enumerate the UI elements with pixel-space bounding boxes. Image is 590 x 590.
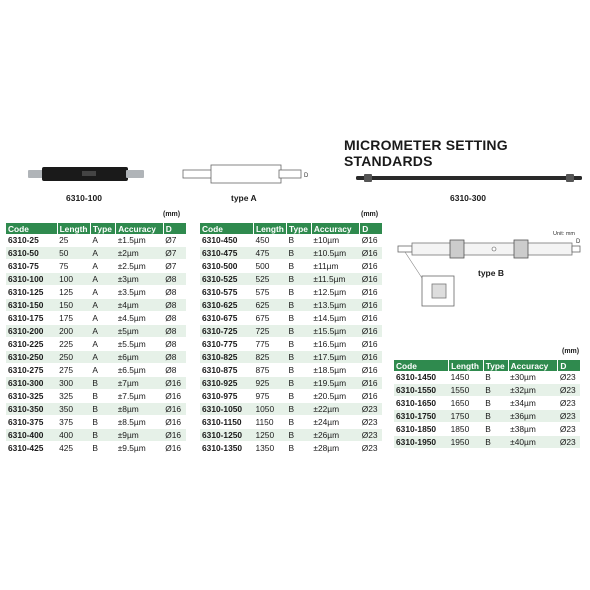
table-row	[6, 234, 186, 247]
col-length: Length	[449, 360, 484, 371]
cell-d: Ø16	[360, 351, 382, 364]
table-row	[6, 286, 186, 299]
cell-code: 6310-1550	[394, 384, 449, 397]
cell-length: 875	[253, 364, 286, 377]
page-title: MICROMETER SETTING STANDARDS	[344, 137, 508, 169]
table-row	[200, 247, 382, 260]
cell-length: 125	[57, 286, 90, 299]
cell-accuracy: ±22µm	[311, 403, 359, 416]
cell-accuracy: ±20.5µm	[311, 390, 359, 403]
table-row	[394, 371, 580, 384]
cell-d: Ø8	[163, 338, 186, 351]
cell-type: B	[483, 397, 508, 410]
table-row	[6, 338, 186, 351]
cell-length: 175	[57, 312, 90, 325]
cell-code: 6310-125	[6, 286, 57, 299]
col-d: D	[163, 223, 186, 234]
table-row	[6, 312, 186, 325]
cell-accuracy: ±7.5µm	[116, 390, 164, 403]
cell-d: Ø16	[163, 416, 186, 429]
cell-code: 6310-150	[6, 299, 57, 312]
table3-unit: (mm)	[562, 348, 580, 355]
col-type: Type	[286, 223, 311, 234]
cell-length: 975	[253, 390, 286, 403]
cell-code: 6310-250	[6, 351, 57, 364]
table-row	[200, 312, 382, 325]
table-row	[200, 390, 382, 403]
cell-code: 6310-100	[6, 273, 57, 286]
col-length: Length	[57, 223, 90, 234]
table-row	[6, 416, 186, 429]
cell-type: B	[286, 403, 311, 416]
cell-code: 6310-925	[200, 377, 253, 390]
col-accuracy: Accuracy	[116, 223, 164, 234]
cell-code: 6310-400	[6, 429, 57, 442]
caption-6310-100: 6310-100	[66, 193, 102, 203]
cell-length: 25	[57, 234, 90, 247]
cell-accuracy: ±7µm	[116, 377, 164, 390]
cell-code: 6310-725	[200, 325, 253, 338]
cell-type: B	[286, 338, 311, 351]
cell-type: B	[286, 299, 311, 312]
cell-accuracy: ±19.5µm	[311, 377, 359, 390]
cell-accuracy: ±17.5µm	[311, 351, 359, 364]
col-d: D	[558, 360, 580, 371]
cell-accuracy: ±18.5µm	[311, 364, 359, 377]
cell-type: B	[286, 286, 311, 299]
cell-length: 75	[57, 260, 90, 273]
cell-length: 500	[253, 260, 286, 273]
cell-d: Ø16	[360, 325, 382, 338]
cell-length: 775	[253, 338, 286, 351]
cell-length: 350	[57, 403, 90, 416]
diagram-unit-label: Unit: mm	[553, 231, 575, 237]
cell-accuracy: ±3.5µm	[116, 286, 164, 299]
cell-accuracy: ±16.5µm	[311, 338, 359, 351]
cell-length: 475	[253, 247, 286, 260]
table-row	[200, 273, 382, 286]
cell-d: Ø7	[163, 234, 186, 247]
cell-type: B	[286, 364, 311, 377]
cell-accuracy: ±6µm	[116, 351, 164, 364]
cell-type: B	[286, 442, 311, 455]
cell-type: B	[90, 377, 115, 390]
cell-d: Ø7	[163, 247, 186, 260]
cell-accuracy: ±26µm	[311, 429, 359, 442]
table-row	[200, 234, 382, 247]
cell-accuracy: ±5.5µm	[116, 338, 164, 351]
cell-d: Ø16	[360, 299, 382, 312]
cell-length: 425	[57, 442, 90, 455]
cell-type: B	[483, 423, 508, 436]
table-row	[200, 260, 382, 273]
col-accuracy: Accuracy	[508, 360, 558, 371]
cell-type: B	[90, 442, 115, 455]
table-row	[6, 273, 186, 286]
cell-code: 6310-1350	[200, 442, 253, 455]
cell-d: Ø8	[163, 351, 186, 364]
cell-length: 825	[253, 351, 286, 364]
cell-length: 1750	[449, 410, 484, 423]
cell-length: 325	[57, 390, 90, 403]
cell-d: Ø23	[558, 410, 580, 423]
cell-type: A	[90, 286, 115, 299]
cell-code: 6310-75	[6, 260, 57, 273]
cell-length: 1350	[253, 442, 286, 455]
cell-accuracy: ±3µm	[116, 273, 164, 286]
cell-d: Ø16	[360, 247, 382, 260]
cell-code: 6310-1950	[394, 436, 449, 449]
cell-code: 6310-1150	[200, 416, 253, 429]
cell-d: Ø16	[360, 338, 382, 351]
cell-type: B	[483, 436, 508, 449]
table-row	[6, 299, 186, 312]
cell-accuracy: ±2.5µm	[116, 260, 164, 273]
cell-type: B	[286, 377, 311, 390]
cell-d: Ø16	[163, 429, 186, 442]
cell-length: 275	[57, 364, 90, 377]
cell-accuracy: ±11µm	[311, 260, 359, 273]
cell-accuracy: ±6.5µm	[116, 364, 164, 377]
table-row	[394, 436, 580, 449]
cell-d: Ø7	[163, 260, 186, 273]
cell-type: A	[90, 312, 115, 325]
cell-code: 6310-500	[200, 260, 253, 273]
table-row	[6, 364, 186, 377]
cell-code: 6310-325	[6, 390, 57, 403]
table-row	[200, 403, 382, 416]
cell-code: 6310-825	[200, 351, 253, 364]
cell-d: Ø23	[558, 436, 580, 449]
standard-rod-photo-long	[356, 172, 586, 184]
cell-length: 525	[253, 273, 286, 286]
cell-type: B	[90, 429, 115, 442]
cell-d: Ø23	[558, 371, 580, 384]
cell-accuracy: ±4.5µm	[116, 312, 164, 325]
cell-code: 6310-1450	[394, 371, 449, 384]
svg-text:D: D	[576, 239, 581, 245]
col-d: D	[360, 223, 382, 234]
table-row	[6, 247, 186, 260]
cell-type: B	[286, 234, 311, 247]
cell-d: Ø16	[163, 377, 186, 390]
cell-type: B	[286, 273, 311, 286]
cell-accuracy: ±13.5µm	[311, 299, 359, 312]
cell-d: Ø23	[360, 442, 382, 455]
cell-length: 375	[57, 416, 90, 429]
cell-accuracy: ±38µm	[508, 423, 558, 436]
cell-code: 6310-625	[200, 299, 253, 312]
cell-d: Ø23	[558, 423, 580, 436]
cell-type: B	[286, 390, 311, 403]
cell-code: 6310-875	[200, 364, 253, 377]
table-header-row	[394, 360, 580, 371]
cell-length: 575	[253, 286, 286, 299]
cell-d: Ø8	[163, 312, 186, 325]
cell-type: B	[483, 384, 508, 397]
table-row	[6, 377, 186, 390]
cell-type: A	[90, 351, 115, 364]
cell-accuracy: ±40µm	[508, 436, 558, 449]
table-row	[200, 442, 382, 455]
cell-d: Ø16	[163, 403, 186, 416]
cell-accuracy: ±11.5µm	[311, 273, 359, 286]
cell-type: B	[286, 351, 311, 364]
cell-accuracy: ±5µm	[116, 325, 164, 338]
table-row	[6, 390, 186, 403]
cell-d: Ø16	[360, 390, 382, 403]
cell-accuracy: ±8µm	[116, 403, 164, 416]
cell-code: 6310-425	[6, 442, 57, 455]
table-row	[6, 429, 186, 442]
cell-length: 225	[57, 338, 90, 351]
cell-accuracy: ±24µm	[311, 416, 359, 429]
col-type: Type	[90, 223, 115, 234]
cell-type: B	[286, 247, 311, 260]
table2-unit: (mm)	[361, 211, 379, 218]
cell-accuracy: ±9.5µm	[116, 442, 164, 455]
table-row	[200, 429, 382, 442]
col-accuracy: Accuracy	[311, 223, 359, 234]
cell-length: 150	[57, 299, 90, 312]
spec-table-3	[394, 360, 580, 449]
cell-type: B	[286, 416, 311, 429]
cell-d: Ø8	[163, 273, 186, 286]
cell-d: Ø16	[360, 234, 382, 247]
cell-type: B	[90, 390, 115, 403]
cell-type: A	[90, 299, 115, 312]
cell-d: Ø8	[163, 286, 186, 299]
cell-type: A	[90, 364, 115, 377]
cell-d: Ø16	[360, 312, 382, 325]
cell-code: 6310-1850	[394, 423, 449, 436]
cell-length: 625	[253, 299, 286, 312]
cell-type: B	[483, 410, 508, 423]
table-row	[6, 260, 186, 273]
table1-unit: (mm)	[163, 211, 181, 218]
table-row	[200, 377, 382, 390]
cell-type: A	[90, 260, 115, 273]
cell-code: 6310-975	[200, 390, 253, 403]
table-row	[6, 351, 186, 364]
cell-length: 1150	[253, 416, 286, 429]
cell-code: 6310-1250	[200, 429, 253, 442]
cell-type: B	[286, 260, 311, 273]
cell-type: B	[286, 312, 311, 325]
cell-type: A	[90, 247, 115, 260]
cell-length: 675	[253, 312, 286, 325]
table-row	[394, 384, 580, 397]
table-row	[6, 325, 186, 338]
cell-accuracy: ±10µm	[311, 234, 359, 247]
cell-type: B	[286, 429, 311, 442]
cell-d: Ø16	[360, 286, 382, 299]
cell-code: 6310-1750	[394, 410, 449, 423]
cell-code: 6310-25	[6, 234, 57, 247]
cell-d: Ø16	[163, 442, 186, 455]
cell-accuracy: ±4µm	[116, 299, 164, 312]
cell-accuracy: ±1.5µm	[116, 234, 164, 247]
table-row	[6, 442, 186, 455]
cell-accuracy: ±12.5µm	[311, 286, 359, 299]
cell-length: 1650	[449, 397, 484, 410]
col-code: Code	[394, 360, 449, 371]
spec-table-1	[6, 223, 186, 455]
cell-length: 450	[253, 234, 286, 247]
type-a-diagram	[183, 163, 313, 185]
cell-d: Ø16	[360, 377, 382, 390]
table-row	[200, 364, 382, 377]
cell-d: Ø23	[360, 403, 382, 416]
table-row	[200, 338, 382, 351]
cell-d: Ø16	[360, 364, 382, 377]
cell-code: 6310-1650	[394, 397, 449, 410]
table-row	[6, 403, 186, 416]
table-row	[394, 423, 580, 436]
cell-length: 1950	[449, 436, 484, 449]
spec-table-2	[200, 223, 382, 455]
cell-accuracy: ±28µm	[311, 442, 359, 455]
cell-d: Ø23	[558, 384, 580, 397]
svg-text:D: D	[304, 173, 309, 179]
cell-code: 6310-375	[6, 416, 57, 429]
cell-code: 6310-175	[6, 312, 57, 325]
col-code: Code	[6, 223, 57, 234]
table-row	[200, 286, 382, 299]
cell-length: 725	[253, 325, 286, 338]
caption-6310-300: 6310-300	[450, 193, 486, 203]
cell-d: Ø16	[360, 260, 382, 273]
cell-accuracy: ±14.5µm	[311, 312, 359, 325]
col-code: Code	[200, 223, 253, 234]
cell-d: Ø16	[360, 273, 382, 286]
cell-length: 1450	[449, 371, 484, 384]
cell-type: B	[286, 325, 311, 338]
cell-code: 6310-225	[6, 338, 57, 351]
table-row	[394, 410, 580, 423]
table-header-row	[6, 223, 186, 234]
cell-type: B	[90, 403, 115, 416]
col-type: Type	[483, 360, 508, 371]
col-length: Length	[253, 223, 286, 234]
cell-accuracy: ±15.5µm	[311, 325, 359, 338]
cell-length: 300	[57, 377, 90, 390]
cell-d: Ø8	[163, 325, 186, 338]
table-row	[200, 416, 382, 429]
cell-type: A	[90, 325, 115, 338]
cell-length: 200	[57, 325, 90, 338]
cell-type: B	[90, 416, 115, 429]
cell-type: B	[483, 371, 508, 384]
cell-code: 6310-475	[200, 247, 253, 260]
cell-accuracy: ±8.5µm	[116, 416, 164, 429]
cell-code: 6310-525	[200, 273, 253, 286]
cell-code: 6310-275	[6, 364, 57, 377]
cell-d: Ø8	[163, 364, 186, 377]
cell-d: Ø23	[360, 416, 382, 429]
cell-code: 6310-1050	[200, 403, 253, 416]
cell-length: 925	[253, 377, 286, 390]
table-row	[200, 299, 382, 312]
cell-length: 50	[57, 247, 90, 260]
cell-code: 6310-575	[200, 286, 253, 299]
cell-length: 400	[57, 429, 90, 442]
table-header-row	[200, 223, 382, 234]
cell-accuracy: ±36µm	[508, 410, 558, 423]
cell-length: 250	[57, 351, 90, 364]
cell-code: 6310-300	[6, 377, 57, 390]
table-row	[394, 397, 580, 410]
cell-code: 6310-50	[6, 247, 57, 260]
cell-length: 1850	[449, 423, 484, 436]
cell-code: 6310-350	[6, 403, 57, 416]
cell-accuracy: ±30µm	[508, 371, 558, 384]
cell-code: 6310-200	[6, 325, 57, 338]
cell-length: 1250	[253, 429, 286, 442]
caption-type-b: type B	[478, 268, 504, 278]
cell-code: 6310-450	[200, 234, 253, 247]
cell-type: A	[90, 273, 115, 286]
cell-type: A	[90, 234, 115, 247]
caption-type-a: type A	[231, 193, 257, 203]
cell-length: 100	[57, 273, 90, 286]
cell-d: Ø16	[163, 390, 186, 403]
table-row	[200, 351, 382, 364]
cell-d: Ø23	[558, 397, 580, 410]
cell-code: 6310-775	[200, 338, 253, 351]
cell-d: Ø8	[163, 299, 186, 312]
cell-code: 6310-675	[200, 312, 253, 325]
cell-d: Ø23	[360, 429, 382, 442]
standard-rod-photo-short	[28, 164, 148, 184]
cell-accuracy: ±10.5µm	[311, 247, 359, 260]
cell-accuracy: ±34µm	[508, 397, 558, 410]
cell-length: 1550	[449, 384, 484, 397]
cell-accuracy: ±32µm	[508, 384, 558, 397]
cell-length: 1050	[253, 403, 286, 416]
table-row	[200, 325, 382, 338]
cell-type: A	[90, 338, 115, 351]
cell-accuracy: ±9µm	[116, 429, 164, 442]
cell-accuracy: ±2µm	[116, 247, 164, 260]
